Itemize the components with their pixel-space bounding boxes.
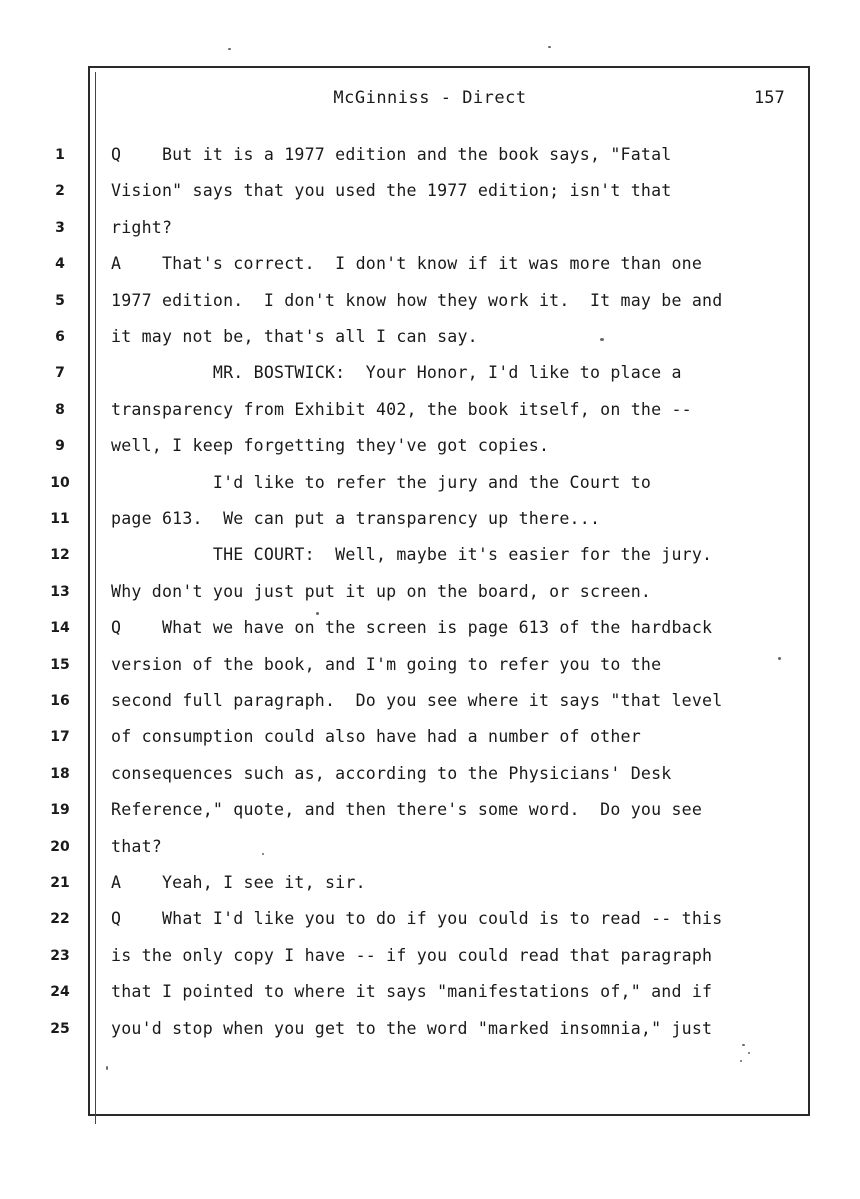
line-number: 10	[50, 474, 70, 491]
transcript-line: Reference," quote, and then there's some word. Do you see	[111, 800, 703, 820]
scan-speck	[548, 46, 551, 48]
line-number: 14	[50, 620, 70, 637]
transcript-line: Q What I'd like you to do if you could is to read -- this	[111, 909, 723, 929]
transcript-line: is the only copy I have -- if you could read that paragraph	[111, 945, 713, 965]
scan-speck	[740, 1060, 742, 1062]
line-number: 13	[50, 583, 70, 600]
scan-speck	[262, 853, 264, 855]
transcript-line: right?	[111, 217, 173, 237]
transcript-line: you'd stop when you get to the word "marked insomnia," just	[111, 1018, 713, 1038]
transcript-line: transparency from Exhibit 402, the book itself, on the --	[111, 399, 692, 419]
scan-speck	[778, 657, 781, 660]
line-number: 18	[50, 765, 70, 782]
left-margin-rule	[95, 72, 96, 1124]
scan-speck	[748, 1052, 750, 1054]
line-number: 2	[55, 183, 65, 200]
transcript-line: it may not be, that's all I can say.	[111, 327, 478, 346]
line-number: 15	[50, 656, 70, 673]
transcript-line: I'd like to refer the jury and the Court to	[111, 472, 652, 492]
transcript-line: MR. BOSTWICK: Your Honor, I'd like to place a	[111, 363, 682, 383]
scan-speck	[106, 1066, 108, 1070]
scan-speck	[742, 1044, 745, 1046]
line-number: 25	[50, 1020, 70, 1037]
page-number: 157	[754, 88, 785, 108]
line-number: 9	[55, 438, 65, 455]
line-number: 6	[55, 329, 65, 345]
transcript-line: Q What we have on the screen is page 613 of the hardback	[111, 618, 713, 638]
transcript-line: A Yeah, I see it, sir.	[111, 873, 366, 892]
line-number: 19	[50, 802, 70, 819]
line-number: 24	[50, 984, 70, 1001]
line-number: 5	[55, 292, 65, 309]
transcript-line: THE COURT: Well, maybe it's easier for the jury.	[111, 545, 713, 565]
transcript-line: A That's correct. I don't know if it was more than one	[111, 254, 703, 274]
line-number: 8	[55, 401, 65, 418]
transcript-line: Q But it is a 1977 edition and the book says, "Fatal	[111, 145, 672, 164]
transcript-line: second full paragraph. Do you see where it says "that level	[111, 691, 723, 710]
line-number: 3	[55, 219, 65, 236]
line-number: 23	[50, 947, 70, 964]
transcript-line: page 613. We can put a transparency up there...	[111, 509, 601, 528]
transcript-line: Vision" says that you used the 1977 edition; isn't that	[111, 181, 672, 201]
transcript-line: 1977 edition. I don't know how they work it. It may be and	[111, 290, 723, 310]
line-number: 11	[50, 511, 70, 527]
line-number: 22	[50, 911, 70, 928]
transcript-line: that I pointed to where it says "manifestations of," and if	[111, 982, 713, 1002]
scan-speck	[316, 612, 319, 615]
page-header-title: McGinniss - Direct	[333, 88, 527, 108]
scan-speck	[600, 338, 604, 341]
line-number: 7	[55, 365, 65, 382]
line-number: 17	[50, 729, 70, 746]
line-number: 1	[55, 147, 65, 163]
scan-speck	[228, 48, 231, 50]
line-number: 21	[50, 875, 70, 891]
transcript-line: of consumption could also have had a number of other	[111, 727, 641, 747]
line-number: 20	[50, 838, 70, 855]
line-number: 12	[50, 547, 70, 564]
line-number: 16	[50, 693, 70, 709]
transcript-line: Why don't you just put it up on the board, or screen.	[111, 581, 652, 601]
transcript-line: consequences such as, according to the Physicians' Desk	[111, 763, 672, 783]
line-number: 4	[55, 256, 65, 273]
transcript-line: that?	[111, 836, 162, 856]
transcript-line: version of the book, and I'm going to refer you to the	[111, 654, 662, 674]
transcript-line: well, I keep forgetting they've got copies.	[111, 436, 550, 456]
